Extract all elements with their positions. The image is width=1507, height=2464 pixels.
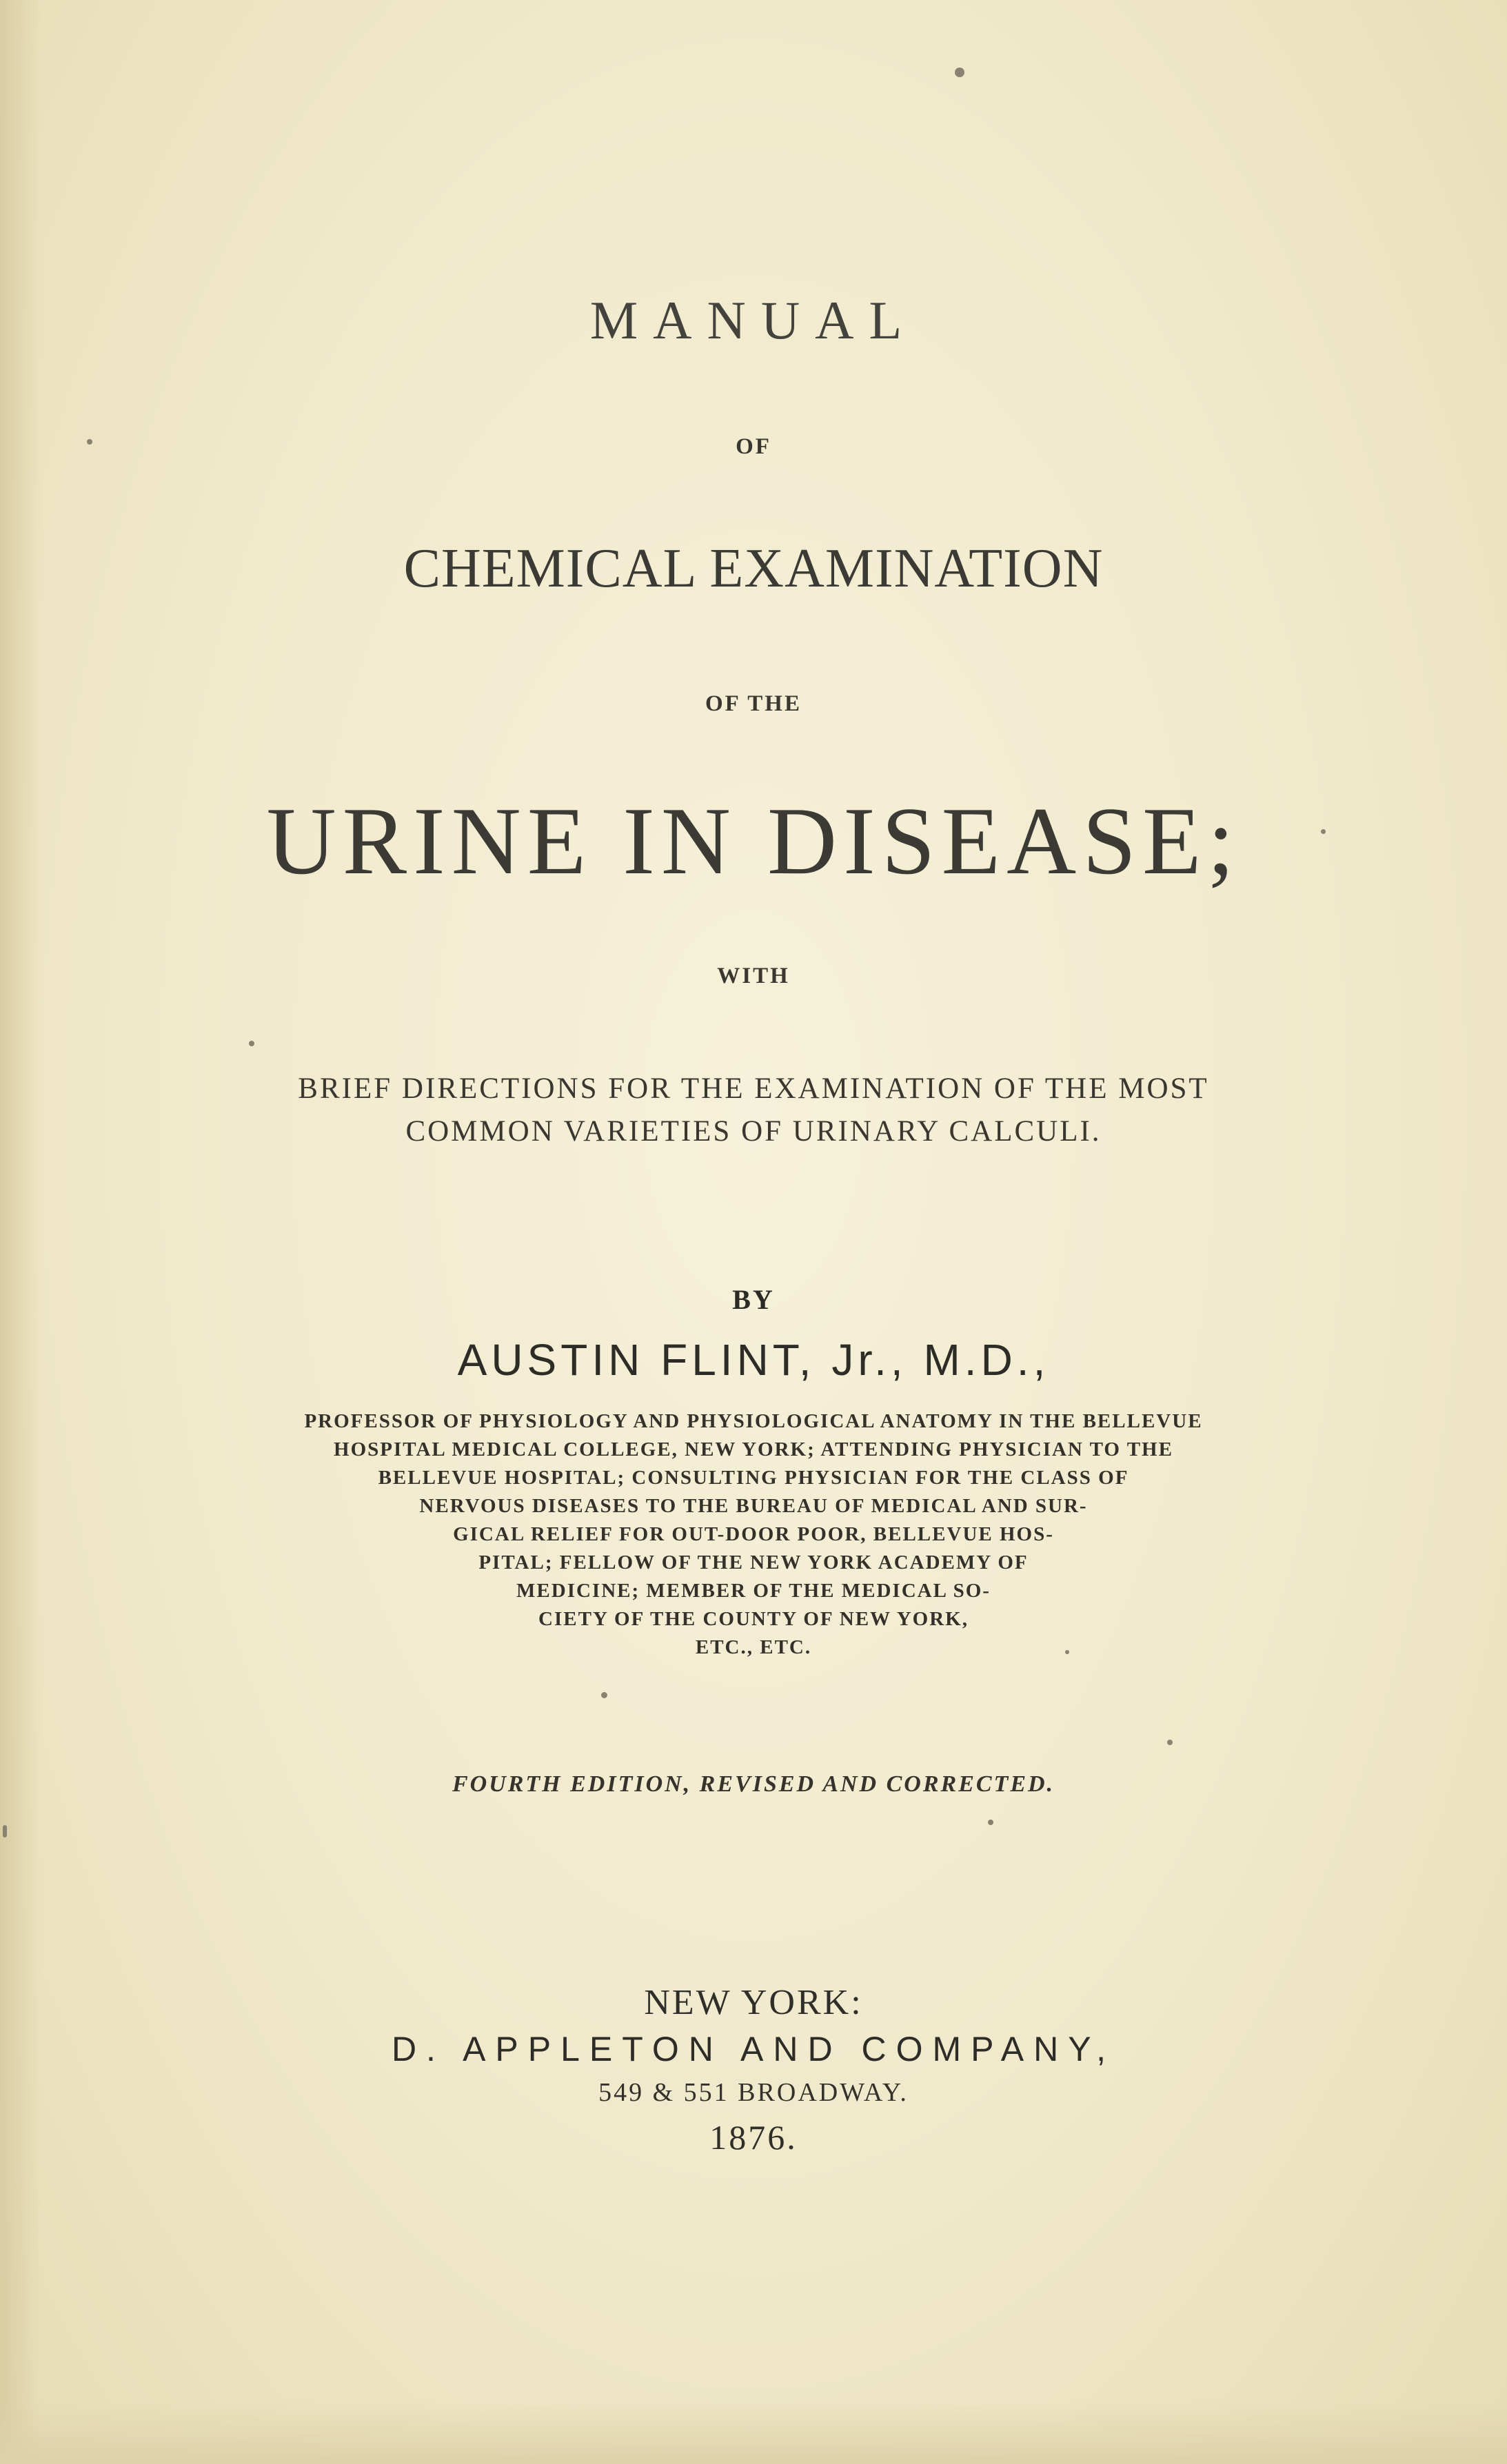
edition-statement: FOURTH EDITION, REVISED AND CORRECTED. <box>452 1771 1055 1797</box>
paper-speck <box>955 68 964 77</box>
title-of-the: OF THE <box>705 691 802 716</box>
imprint-year: 1876. <box>709 2118 798 2157</box>
imprint-publisher: D. APPLETON AND COMPANY, <box>391 2030 1116 2068</box>
paper-speck <box>249 1041 254 1046</box>
subtitle-line: COMMON VARIETIES OF URINARY CALCULI. <box>405 1115 1102 1148</box>
title-urine-in-disease: URINE IN DISEASE; <box>266 788 1241 895</box>
author-credentials-line: ETC., ETC. <box>695 1636 812 1658</box>
paper-speck <box>1167 1740 1173 1745</box>
byline-label: BY <box>732 1284 775 1315</box>
author-credentials-line: BELLEVUE HOSPITAL; CONSULTING PHYSICIAN FOR THE CLASS OF <box>378 1467 1129 1489</box>
author-credentials-line: MEDICINE; MEMBER OF THE MEDICAL SO- <box>516 1580 991 1602</box>
author-credentials-line: GICAL RELIEF FOR OUT-DOOR POOR, BELLEVUE HOS- <box>453 1523 1054 1545</box>
author-credentials-line: HOSPITAL MEDICAL COLLEGE, NEW YORK; ATTENDING PHYSICIAN TO THE <box>334 1438 1173 1460</box>
author-credentials-line: NERVOUS DISEASES TO THE BUREAU OF MEDICAL AND SUR- <box>419 1495 1088 1517</box>
author-credentials-line: PROFESSOR OF PHYSIOLOGY AND PHYSIOLOGICAL ANATOMY IN THE BELLEVUE <box>304 1410 1203 1432</box>
title-with: WITH <box>717 964 790 988</box>
imprint-address: 549 & 551 BROADWAY. <box>598 2078 909 2107</box>
paper-speck <box>1065 1650 1069 1654</box>
author-name: AUSTIN FLINT, Jr., M.D., <box>457 1335 1050 1385</box>
paper-speck <box>988 1820 993 1825</box>
paper-speck <box>3 1825 7 1837</box>
author-credentials-line: PITAL; FELLOW OF THE NEW YORK ACADEMY OF <box>478 1551 1029 1574</box>
title-of: OF <box>736 434 771 459</box>
title-chemical-examination: CHEMICAL EXAMINATION <box>403 538 1104 599</box>
subtitle-line: BRIEF DIRECTIONS FOR THE EXAMINATION OF THE MOST <box>298 1072 1209 1105</box>
paper-speck <box>1321 829 1326 834</box>
page-bottom-edge-shadow <box>0 2402 1507 2464</box>
paper-speck <box>87 439 92 445</box>
author-credentials-line: CIETY OF THE COUNTY OF NEW YORK, <box>538 1608 969 1630</box>
paper-speck <box>601 1692 607 1698</box>
title-manual: MANUAL <box>589 290 918 350</box>
imprint-place: NEW YORK: <box>644 1983 863 2022</box>
